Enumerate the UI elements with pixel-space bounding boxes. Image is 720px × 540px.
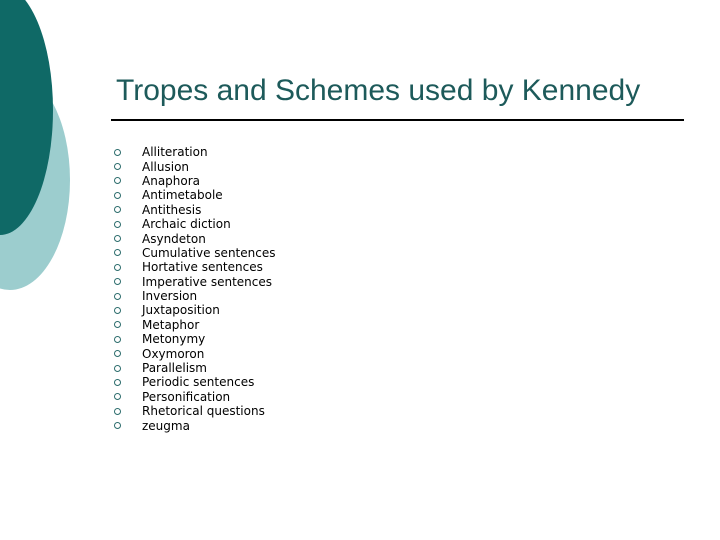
list-item-label: Hortative sentences bbox=[142, 260, 263, 275]
circle-bullet-icon bbox=[114, 163, 121, 170]
list-item bbox=[112, 418, 275, 432]
circle-bullet-icon bbox=[114, 264, 121, 271]
list-item-label: zeugma bbox=[142, 418, 190, 433]
slide-decoration bbox=[0, 0, 120, 300]
list-item-label: Allusion bbox=[142, 159, 190, 174]
circle-bullet-icon bbox=[114, 365, 121, 372]
list-item bbox=[112, 375, 275, 389]
list-item bbox=[112, 145, 275, 159]
circle-bullet-icon bbox=[114, 235, 121, 242]
list-item bbox=[112, 303, 275, 317]
list-item bbox=[112, 217, 275, 231]
circle-bullet-icon bbox=[114, 350, 121, 357]
circle-bullet-icon bbox=[114, 422, 121, 429]
list-item-label: Alliteration bbox=[142, 145, 208, 160]
list-item-label: Juxtaposition bbox=[142, 303, 220, 318]
list-item-label: Antimetabole bbox=[142, 188, 223, 203]
list-item-label: Antithesis bbox=[142, 202, 202, 217]
list-item bbox=[112, 203, 275, 217]
circle-bullet-icon bbox=[114, 177, 121, 184]
circle-bullet-icon bbox=[114, 149, 121, 156]
list-item bbox=[112, 159, 275, 173]
circle-bullet-icon bbox=[114, 408, 121, 415]
circle-bullet-icon bbox=[114, 336, 121, 343]
circle-bullet-icon bbox=[114, 206, 121, 213]
list-item-label: Metonymy bbox=[142, 332, 206, 347]
list-item bbox=[112, 260, 275, 274]
list-item bbox=[112, 390, 275, 404]
title-divider bbox=[111, 119, 684, 121]
list-item bbox=[112, 318, 275, 332]
list-item-label: Oxymoron bbox=[142, 346, 205, 361]
list-item-label: Parallelism bbox=[142, 361, 207, 376]
list-item-label: Personification bbox=[142, 389, 231, 404]
circle-bullet-icon bbox=[114, 221, 121, 228]
topic-list bbox=[112, 145, 275, 433]
list-item bbox=[112, 275, 275, 289]
circle-bullet-icon bbox=[114, 249, 121, 256]
list-item-label: Archaic diction bbox=[142, 217, 231, 232]
list-item bbox=[112, 289, 275, 303]
circle-bullet-icon bbox=[114, 293, 121, 300]
list-item bbox=[112, 404, 275, 418]
circle-bullet-icon bbox=[114, 321, 121, 328]
circle-bullet-icon bbox=[114, 307, 121, 314]
list-item bbox=[112, 346, 275, 360]
list-item bbox=[112, 174, 275, 188]
circle-bullet-icon bbox=[114, 379, 121, 386]
list-item-label: Rhetorical questions bbox=[142, 404, 265, 419]
list-item-label: Metaphor bbox=[142, 317, 200, 332]
list-item-label: Asyndeton bbox=[142, 231, 206, 246]
slide-title: Tropes and Schemes used by Kennedy bbox=[116, 74, 641, 107]
list-item-label: Anaphora bbox=[142, 173, 201, 188]
list-item-label: Cumulative sentences bbox=[142, 245, 276, 260]
list-item bbox=[112, 332, 275, 346]
circle-bullet-icon bbox=[114, 393, 121, 400]
list-item bbox=[112, 361, 275, 375]
circle-bullet-icon bbox=[114, 192, 121, 199]
list-item-label: Inversion bbox=[142, 289, 198, 304]
list-item bbox=[112, 246, 275, 260]
list-item-label: Periodic sentences bbox=[142, 375, 255, 390]
list-item-label: Imperative sentences bbox=[142, 274, 273, 289]
circle-bullet-icon bbox=[114, 278, 121, 285]
list-item bbox=[112, 231, 275, 245]
list-item bbox=[112, 188, 275, 202]
